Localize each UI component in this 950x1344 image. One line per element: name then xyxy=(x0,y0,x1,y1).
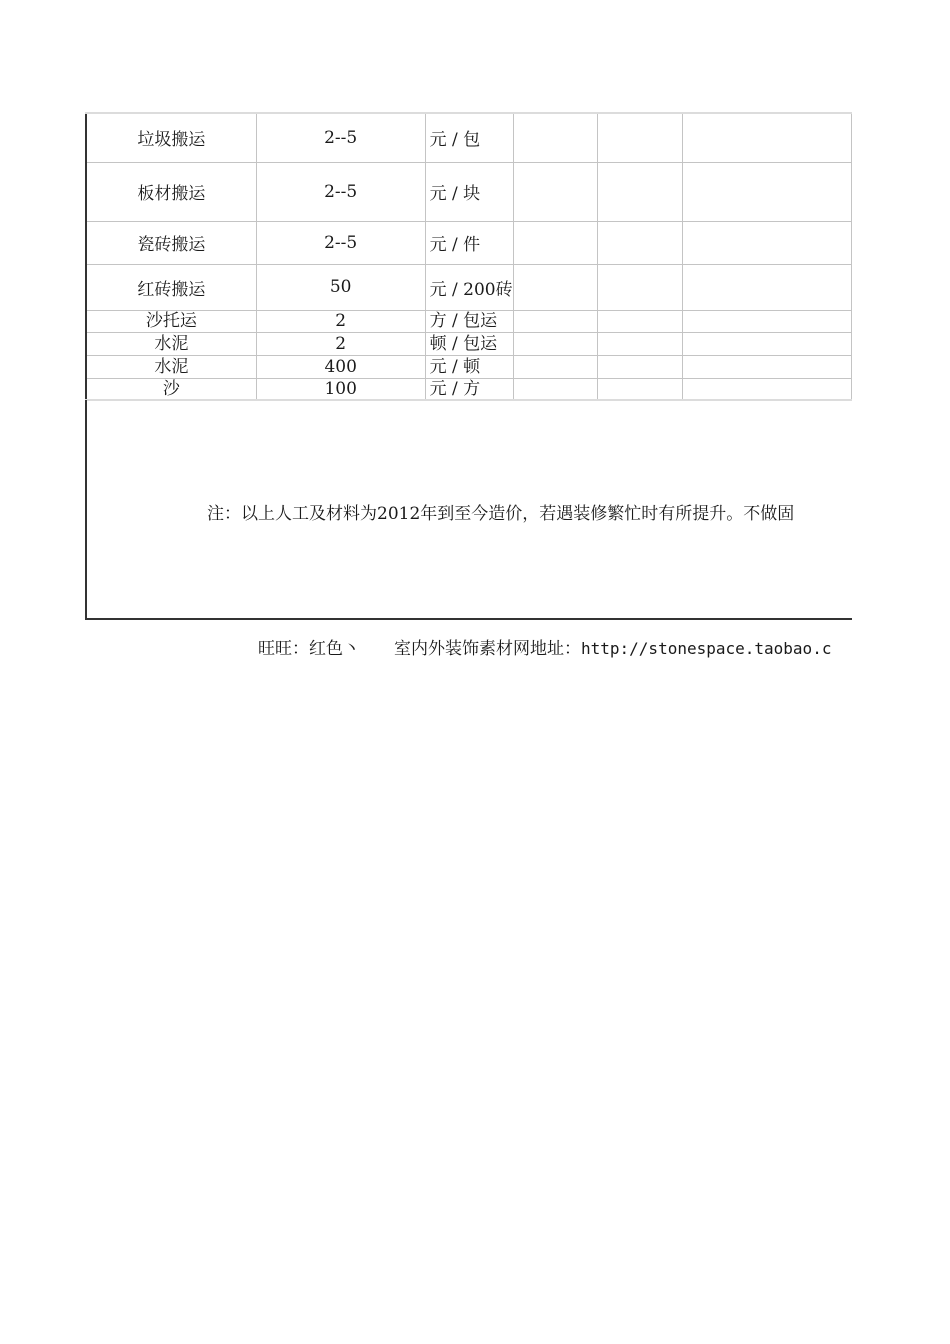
empty-cell xyxy=(683,310,852,332)
unit-cell: 元 / 顿 xyxy=(425,355,513,378)
empty-cell xyxy=(513,221,597,264)
unit-cell: 元 / 块 xyxy=(425,162,513,221)
unit-cell: 顿 / 包运 xyxy=(425,332,513,355)
empty-cell xyxy=(683,355,852,378)
empty-cell xyxy=(597,355,682,378)
empty-cell xyxy=(683,264,852,310)
empty-cell xyxy=(513,264,597,310)
empty-cell xyxy=(513,332,597,355)
empty-cell xyxy=(683,332,852,355)
price-cell: 100 xyxy=(256,378,425,400)
empty-cell xyxy=(597,264,682,310)
empty-cell xyxy=(513,355,597,378)
item-cell: 红砖搬运 xyxy=(86,264,256,310)
table-row xyxy=(86,378,852,400)
unit-cell: 元 / 方 xyxy=(425,378,513,400)
table-row xyxy=(86,113,852,162)
empty-cell xyxy=(683,162,852,221)
empty-cell xyxy=(597,310,682,332)
table-row xyxy=(86,332,852,355)
item-cell: 垃圾搬运 xyxy=(86,113,256,162)
empty-cell xyxy=(683,378,852,400)
price-cell: 2 xyxy=(256,310,425,332)
price-table xyxy=(85,112,852,401)
item-cell: 水泥 xyxy=(86,332,256,355)
site-label: 室内外装饰素材网地址： xyxy=(394,639,581,659)
empty-cell xyxy=(513,113,597,162)
empty-cell xyxy=(597,113,682,162)
price-cell: 400 xyxy=(256,355,425,378)
contact-text: 旺旺：红色丶 xyxy=(258,639,360,659)
empty-cell xyxy=(513,378,597,400)
unit-cell: 元 / 200砖 xyxy=(425,264,513,310)
price-cell: 2 xyxy=(256,332,425,355)
empty-cell xyxy=(597,378,682,400)
item-cell: 沙托运 xyxy=(86,310,256,332)
unit-cell: 元 / 件 xyxy=(425,221,513,264)
empty-cell xyxy=(597,162,682,221)
item-cell: 沙 xyxy=(86,378,256,400)
price-cell: 2--5 xyxy=(256,113,425,162)
footer xyxy=(258,634,852,659)
price-cell: 2--5 xyxy=(256,221,425,264)
item-cell: 板材搬运 xyxy=(86,162,256,221)
empty-cell xyxy=(597,332,682,355)
empty-cell xyxy=(683,221,852,264)
price-cell: 2--5 xyxy=(256,162,425,221)
empty-cell xyxy=(597,221,682,264)
table-row xyxy=(86,310,852,332)
empty-cell xyxy=(513,310,597,332)
item-cell: 水泥 xyxy=(86,355,256,378)
table-row xyxy=(86,355,852,378)
table-row xyxy=(86,264,852,310)
item-cell: 瓷砖搬运 xyxy=(86,221,256,264)
price-cell: 50 xyxy=(256,264,425,310)
site-url[interactable]: http://stonespace.taobao.c xyxy=(581,639,832,658)
table-row xyxy=(86,221,852,264)
price-note: 注：以上人工及材料为2012年到至今造价，若遇装修繁忙时有所提升。不做固 xyxy=(207,504,795,524)
empty-cell xyxy=(513,162,597,221)
table-row xyxy=(86,162,852,221)
note-box xyxy=(85,400,852,620)
unit-cell: 元 / 包 xyxy=(425,113,513,162)
empty-cell xyxy=(683,113,852,162)
unit-cell: 方 / 包运 xyxy=(425,310,513,332)
